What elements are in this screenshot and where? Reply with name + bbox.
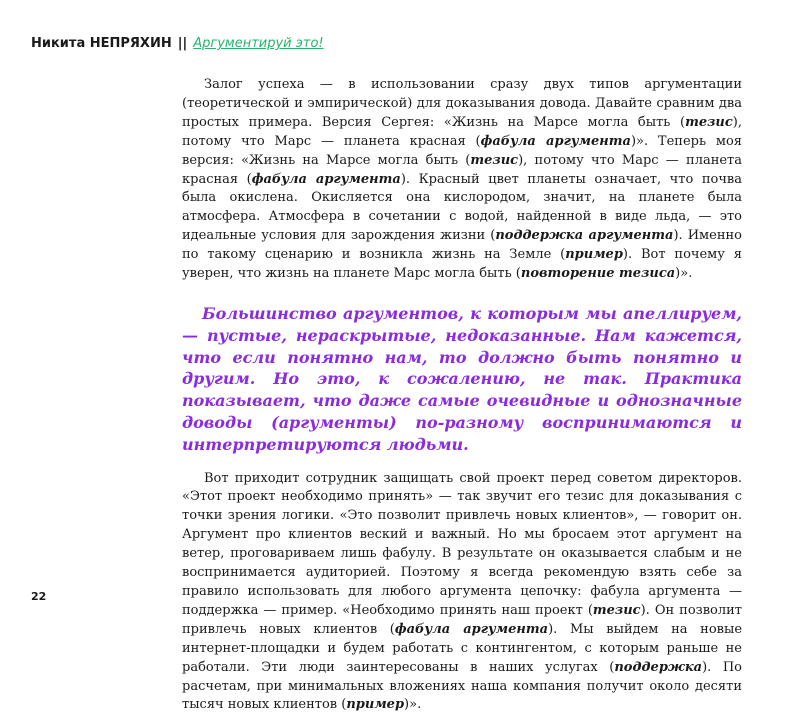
paragraph-1 — [182, 76, 742, 284]
page-content — [182, 76, 742, 715]
p1-emphasis-1: тезис — [685, 114, 733, 130]
p2-text-5: )». — [404, 697, 422, 713]
paragraph-2 — [182, 470, 742, 715]
p1-emphasis-4: фабула аргумента — [251, 171, 401, 187]
p2-text-3: ). Мы выйдем на новые интернет-площадки и будем работать с контингентом, с которым раньше не работали. Эти люди заинтересованы в наших услугах ( — [182, 621, 743, 675]
author-name: Никита НЕПРЯХИН — [31, 36, 172, 51]
p2-emphasis-3: поддержка — [614, 659, 703, 675]
p1-emphasis-3: тезис — [470, 152, 519, 168]
p2-emphasis-2: фабула аргумента — [394, 621, 549, 637]
p1-emphasis-7: повторение тезиса — [520, 266, 676, 282]
p1-text-4: ), потому что Марс — планета красная ( — [182, 152, 742, 187]
header-separator: || — [177, 36, 188, 51]
p1-text-3: )». Теперь моя версия: «Жизнь на Марсе могла быть ( — [182, 133, 743, 168]
p2-text-4: ). По расчетам, при минимальных вложениях наша компания получит около десяти тысяч новых клиентов ( — [182, 659, 743, 713]
p1-text-8: )». — [675, 266, 693, 282]
p1-text-7: ). Вот почему я уверен, что жизнь на планете Марс могла быть ( — [182, 247, 743, 282]
p1-emphasis-5: поддержка аргумента — [495, 228, 674, 244]
p1-text-2: ), потому что Марс — планета красная ( — [182, 114, 742, 149]
p2-text-2: ). Он позволит привлечь новых клиентов ( — [182, 602, 742, 637]
pull-quote: Большинство аргументов, к которым мы апеллируем, — пустые, нераскрытые, недоказанные. Нам кажется, что если понятно нам, то должно быть понятно и другим. Но это, к сожалению, не так. Практика показывает, что даже самые очевидные и однозначные доводы (аргументы) по-разному воспринимаются и интерпретируются людьми. — [182, 303, 742, 454]
p1-emphasis-2: фабула аргумента — [480, 133, 631, 149]
p2-emphasis-1: тезис — [592, 602, 641, 618]
running-header — [31, 36, 324, 51]
p1-text-5: ). Красный цвет планеты означает, что почва была окислена. Окисляется она кислородом, значит, на планете была атмосфера. Атмосфера в сочетании с водой, найденной в виде льда, — это идеальные условия для зарождения жизни ( — [182, 171, 742, 244]
p2-emphasis-4: пример — [346, 697, 405, 713]
p1-text-1: Залог успеха — в использовании сразу двух типов аргументации (теоретической и эмпирической) для доказывания довода. Давайте сравним два простых примера. Версия Сергея: «Жизнь на Марсе могла быть ( — [182, 77, 742, 130]
p2-text-1: Вот приходит сотрудник защищать свой проект перед советом директоров. «Этот проект необходимо принять» — так звучит его тезис для доказывания с точки зрения логики. «Это позволит привлечь новых клиентов», — говорит он. Аргумент про клиентов веский и важный. Но мы бросаем этот аргумент на ветер, проговариваем лишь фабулу. В результате он оказывается слабым и не воспринимается аудиторией. Поэтому я всегда рекомендую взять себе за правило использовать для любого аргумента цепочку: фабула аргумента — поддержка — пример. «Необходимо принять наш проект ( — [182, 470, 742, 618]
p1-text-6: ). Именно по такому сценарию и возникла жизнь на Земле ( — [182, 228, 743, 263]
page-number: 22 — [31, 590, 47, 603]
p1-emphasis-6: пример — [565, 247, 623, 263]
book-title-link[interactable]: Аргументируй это! — [193, 36, 324, 51]
